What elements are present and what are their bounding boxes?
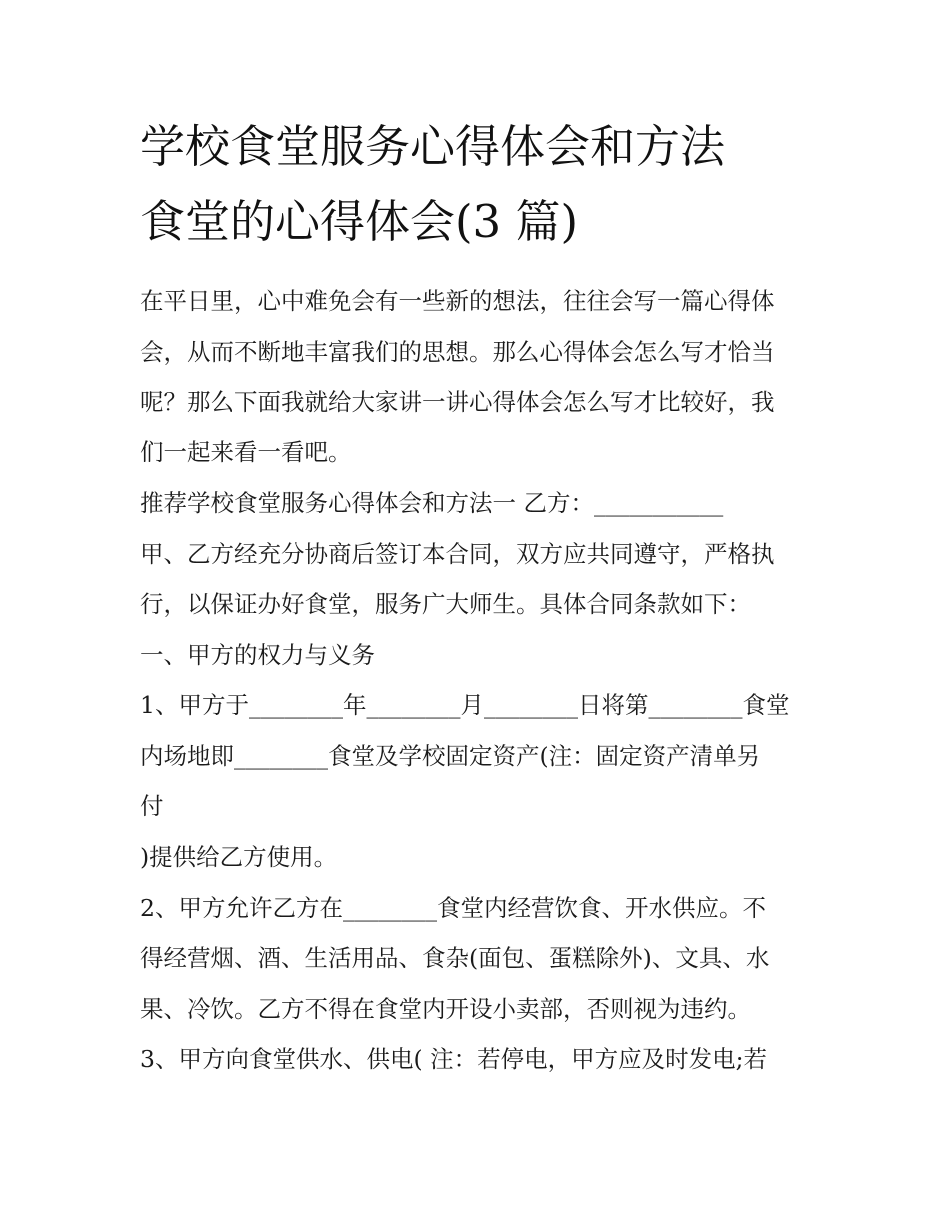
body-line: 得经营烟、酒、生活用品、食杂(面包、蛋糕除外)、文具、水 — [140, 944, 770, 972]
body-line: 1、甲方于________年________月________日将第________食堂 — [140, 691, 790, 719]
body-line: )提供给乙方使用。 — [140, 843, 338, 871]
body-line: 们一起来看一看吧。 — [140, 438, 352, 466]
body-line: 甲、乙方经充分协商后签订本合同，双方应共同遵守，严格执 — [140, 540, 775, 568]
section-heading: 一、甲方的权力与义务 — [140, 641, 375, 669]
body-line: 会，从而不断地丰富我们的思想。那么心得体会怎么写才恰当 — [140, 338, 775, 366]
document-title-line-2: 食堂的心得体会(3 篇) — [140, 195, 579, 248]
body-line: 付 — [140, 792, 164, 820]
body-line: 推荐学校食堂服务心得体会和方法一 乙方：___________ — [140, 489, 724, 517]
body-line: 内场地即________食堂及学校固定资产(注：固定资产清单另 — [140, 742, 761, 770]
body-line: 呢？那么下面我就给大家讲一讲心得体会怎么写才比较好，我 — [140, 388, 775, 416]
document-title-line-1: 学校食堂服务心得体会和方法 — [140, 120, 726, 173]
body-line: 果、冷饮。乙方不得在食堂内开设小卖部，否则视为违约。 — [140, 995, 751, 1023]
body-line: 2、甲方允许乙方在________食堂内经营饮食、开水供应。不 — [140, 894, 766, 922]
body-line: 3、甲方向食堂供水、供电( 注：若停电，甲方应及时发电;若 — [140, 1045, 768, 1073]
body-line: 行，以保证办好食堂，服务广大师生。具体合同条款如下： — [140, 590, 751, 618]
body-line: 在平日里，心中难免会有一些新的想法，往往会写一篇心得体 — [140, 287, 775, 315]
